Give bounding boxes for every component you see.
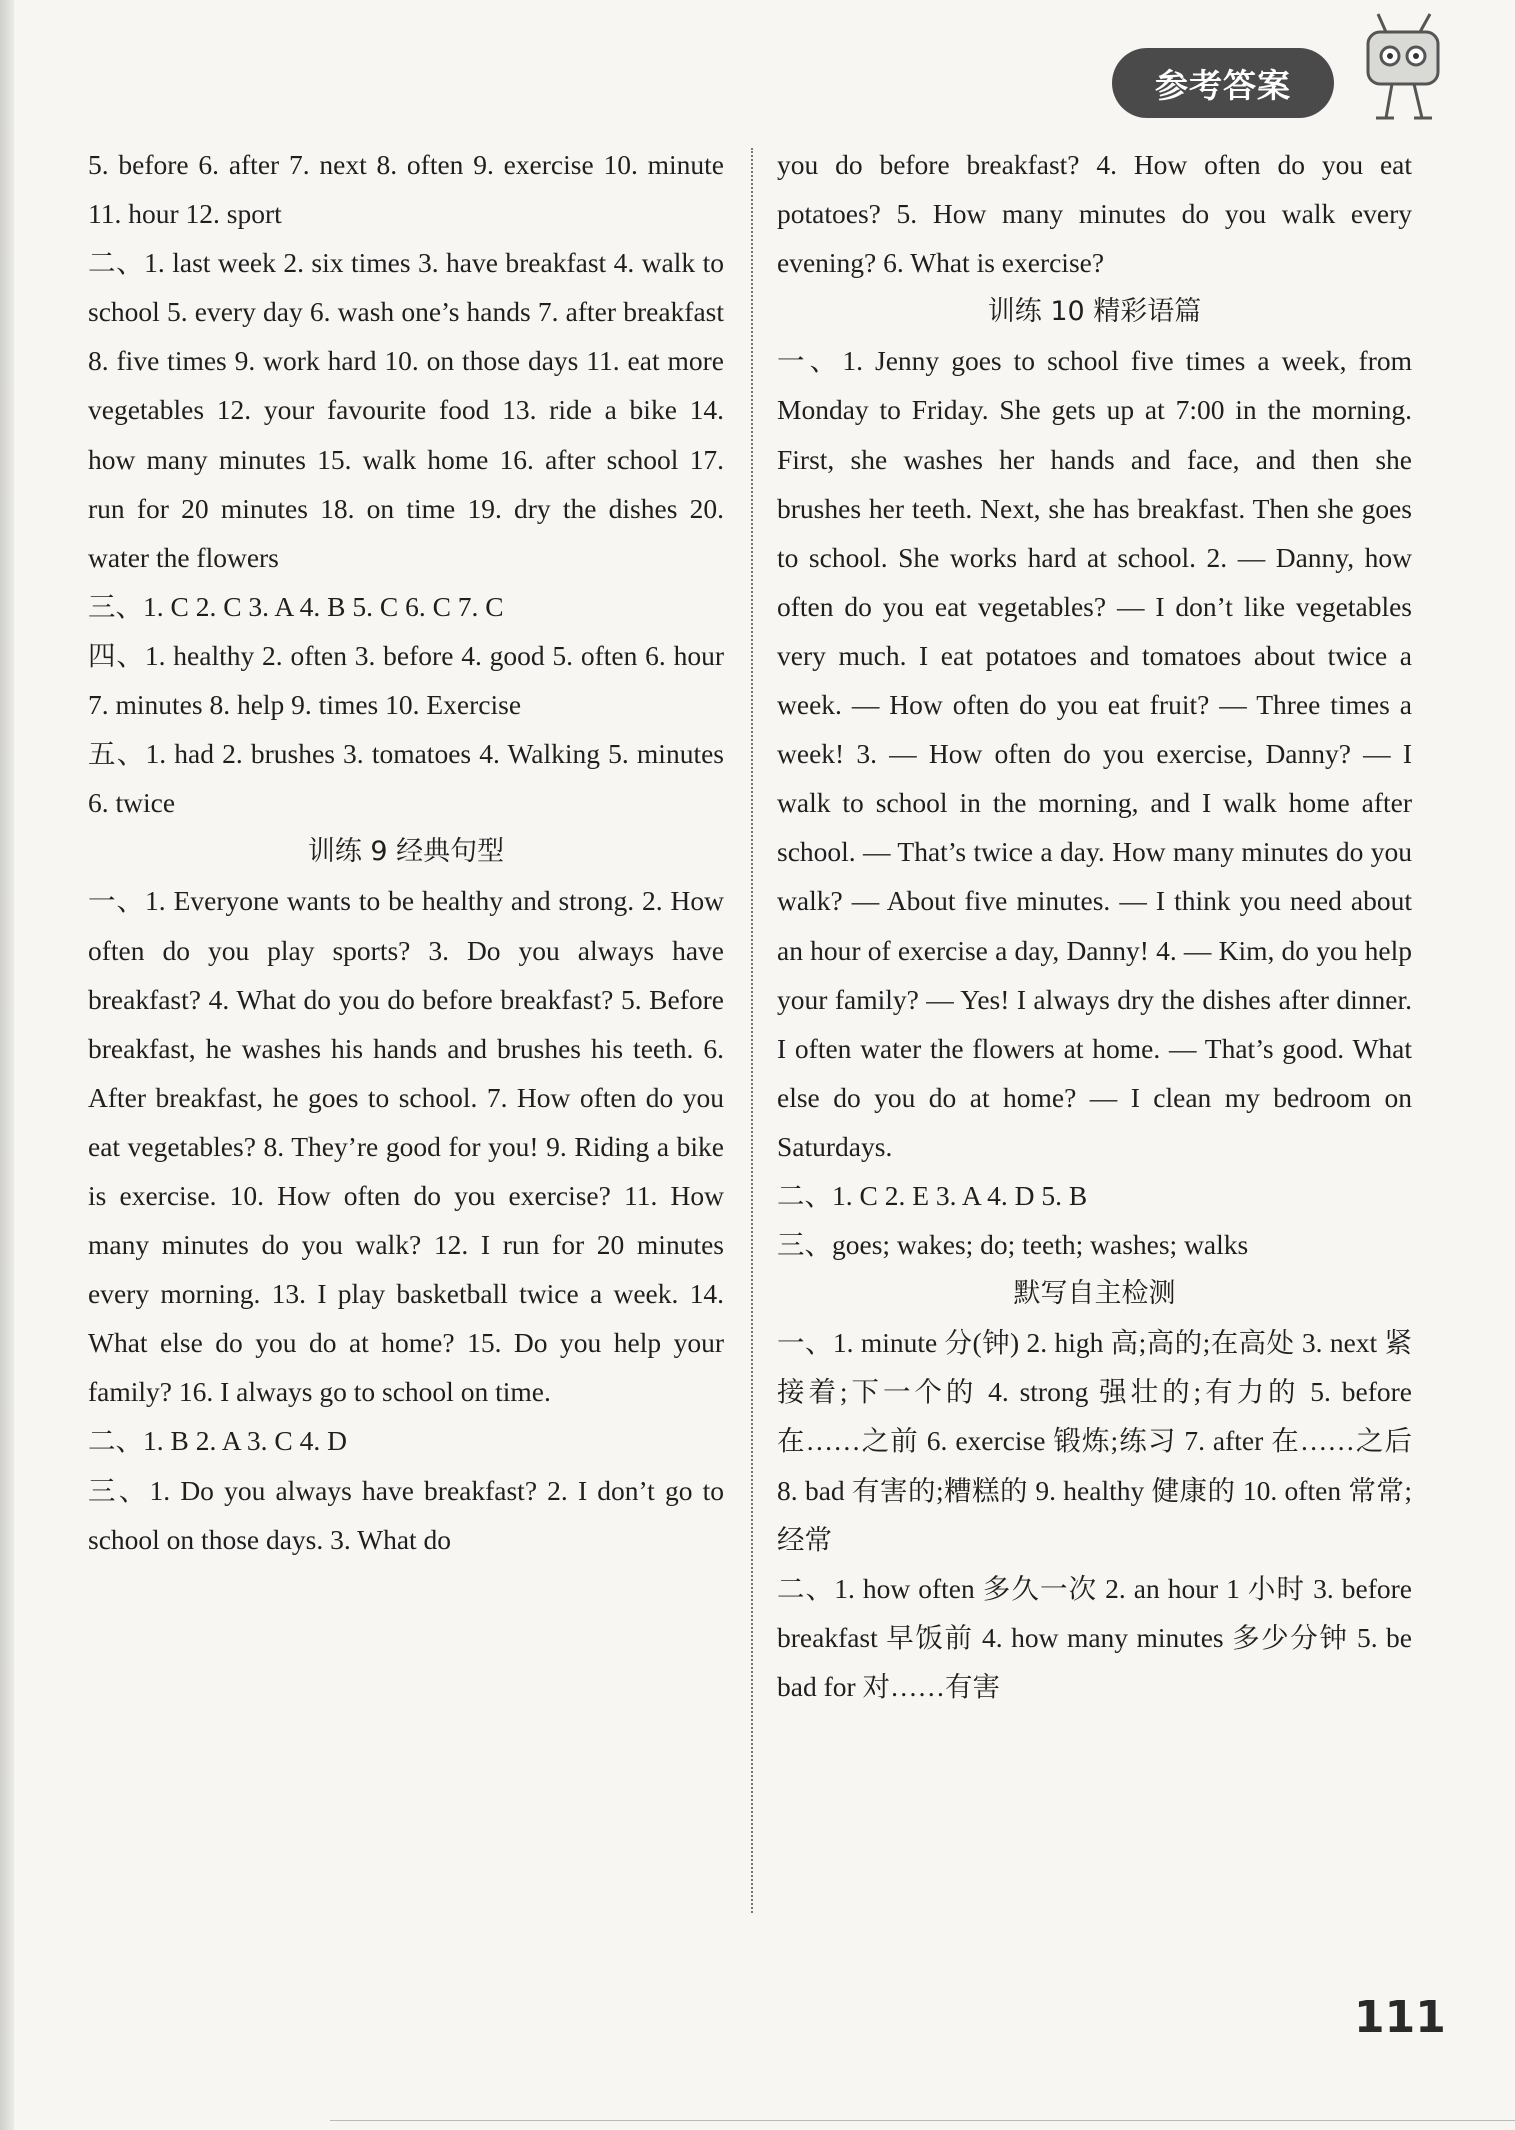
verb-answers: 三、goes; wakes; do; teeth; washes; walks — [777, 1229, 1249, 1261]
bottom-rule — [330, 2120, 1515, 2121]
choice-answers: 三、1. C 2. C 3. A 4. B 5. C 6. C 7. C — [88, 590, 504, 622]
ordering-answers: 二、1. C 2. E 3. A 4. D 5. B — [777, 1179, 1088, 1211]
dictation-words: 一、1. minute 分(钟) 2. high 高;高的;在高处 3. next 紧接着;下一个的 4. strong 强壮的;有力的 5. before 在……之前 6. exercise 锻炼;练习 7. after 在……之后 8. bad 有害的;糟糕的 9. healthy 健康的 10. often 常常;经常 — [777, 1327, 1412, 1555]
section-heading-lesson-10: 训练 10 精彩语篇 — [987, 296, 1202, 328]
robot-mascot-icon — [1346, 8, 1458, 126]
right-column — [777, 140, 1412, 1711]
section-heading-lesson-9: 训练 9 经典句型 — [307, 836, 505, 868]
section-heading-dictation: 默写自主检测 — [1013, 1278, 1176, 1310]
dictation-phrases: 二、1. how often 多久一次 2. an hour 1 小时 3. before breakfast 早饭前 4. how many minutes 多少分钟 5. be bad for 对……有害 — [777, 1572, 1412, 1702]
page-number: 111 — [1354, 1992, 1446, 2043]
column-divider — [751, 148, 753, 1913]
answer-key-badge: 参考答案 — [1112, 48, 1334, 118]
fill-in-answers: 四、1. healthy 2. often 3. before 4. good 5. often 6. hour 7. minutes 8. help 9. times 10. Exercise — [88, 639, 724, 721]
question-answers-continued: you do before breakfast? 4. How often do you eat potatoes? 5. How many minutes do you walk every evening? 6. What is exercise? — [777, 149, 1412, 279]
left-column — [88, 140, 724, 1564]
book-spine-shadow — [0, 0, 14, 2130]
sentence-answers: 一、1. Everyone wants to be healthy and strong. 2. How often do you play sports? 3. Do you always have breakfast? 4. What do you do before breakfast? 5. Before breakfast, he washes his hands and brushes his teeth. 6. After breakfast, he goes to school. 7. How often do you eat vegetables? 8. They’re good for you! 9. Riding a bike is exercise. 10. How often do you exercise? 11. How many minutes do you walk? 12. I run for 20 minutes every morning. 13. I play basketball twice a week. 14. What else do you do at home? 15. Do you help your family? 16. I always go to school on time. — [88, 885, 724, 1408]
phrase-answers: 二、1. last week 2. six times 3. have breakfast 4. walk to school 5. every day 6. wash one’s hands 7. after breakfast 8. five times 9. work hard 10. on those days 11. eat more vegetables 12. your favourite food 13. ride a bike 14. how many minutes 15. walk home 16. after school 17. run for 20 minutes 18. on time 19. dry the dishes 20. water the flowers — [88, 247, 724, 573]
vocabulary-answers: 5. before 6. after 7. next 8. often 9. exercise 10. minute 11. hour 12. sport — [88, 149, 724, 230]
matching-answers: 二、1. B 2. A 3. C 4. D — [88, 1425, 347, 1457]
question-answers: 三、1. Do you always have breakfast? 2. I don’t go to school on those days. 3. What do — [88, 1474, 724, 1555]
word-form-answers: 五、1. had 2. brushes 3. tomatoes 4. Walking 5. minutes 6. twice — [88, 738, 724, 819]
passage-answers: 一、1. Jenny goes to school five times a week, from Monday to Friday. She gets up at 7:00 in the morning. First, she washes her hands and face, and then she brushes her teeth. Next, she has breakfast. Then she goes to school. She works hard at school. 2. — Danny, how often do you eat vegetables? — I don’t like vegetables very much. I eat potatoes and tomatoes about twice a week. — How often do you eat fruit? — Three times a week! 3. — How often do you exercise, Danny? — I walk to school in the morning, and I walk home after school. — That’s twice a day. How many minutes do you walk? — About five minutes. — I think you need about an hour of exercise a day, Danny! 4. — Kim, do you help your family? — Yes! I always dry the dishes after dinner. I often water the flowers at home. — That’s good. What else do you do at home? — I clean my bedroom on Saturdays. — [777, 345, 1412, 1162]
